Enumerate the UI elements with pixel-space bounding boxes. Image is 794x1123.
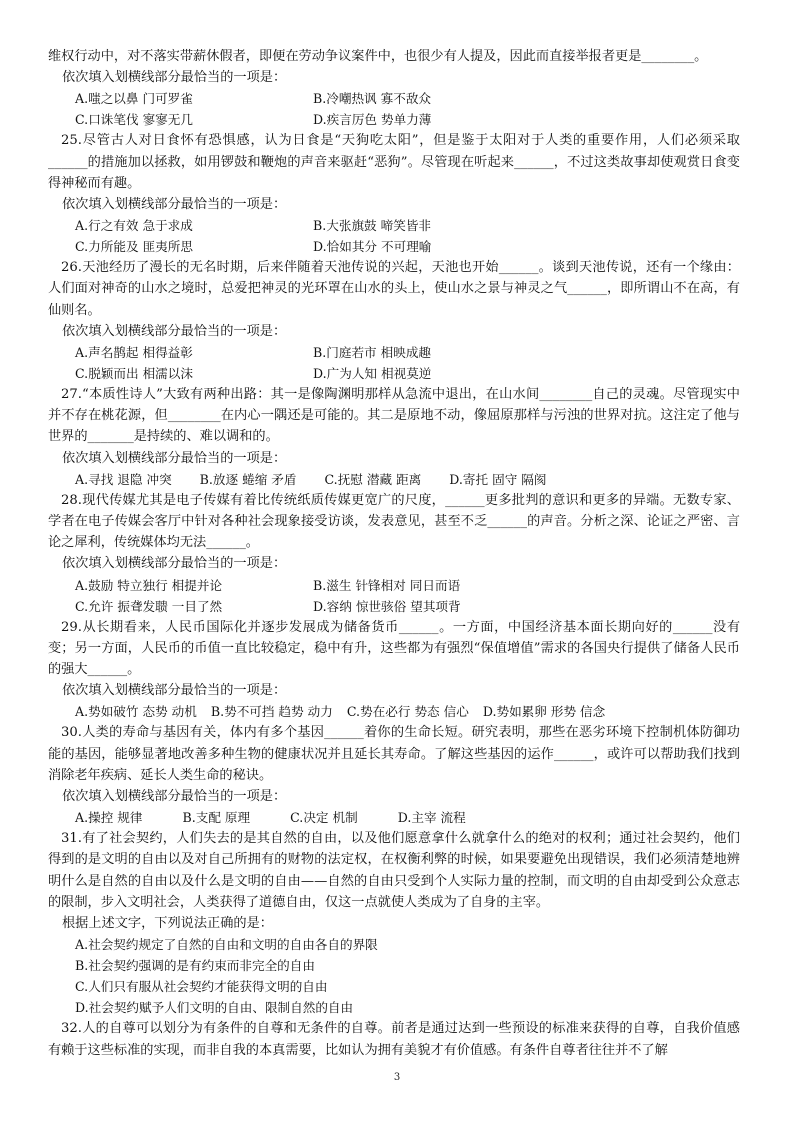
q29-stem: 29.从长期看来，人民币国际化并逐步发展成为储备货币______。一方面，中国经济基本面长期向好的______没有变；另一方面，人民币的币值一直比较稳定，稳中有升，这些都为有强烈“保值增值”需求的各国央行提供了储备人民币的强大______。 bbox=[48, 619, 740, 678]
option-a: A.势如破竹 态势 动机 bbox=[75, 704, 197, 720]
option-d: D.社会契约赋予人们文明的自由、限制自然的自由 bbox=[75, 1000, 354, 1016]
option-d: D.恰如其分 不可理喻 bbox=[313, 239, 432, 255]
q31-prompt: 根据上述文字，下列说法正确的是： bbox=[62, 916, 273, 932]
option-b: B.门庭若市 相映成趣 bbox=[313, 345, 432, 361]
page-number: 3 bbox=[393, 1072, 401, 1083]
option-d: D.疾言厉色 势单力薄 bbox=[313, 112, 432, 128]
option-b: B.大张旗鼓 啼笑皆非 bbox=[313, 218, 432, 234]
q32-stem: 32.人的自尊可以划分为有条件的自尊和无条件的自尊。前者是通过达到一些预设的标准来获得的自尊，自我价值感有赖于这些标准的实现，而非自我的本真需要，比如认为拥有美貌才有价值感。有条件自尊者往往并不了解 bbox=[48, 1021, 740, 1058]
option-b: B.滋生 针锋相对 同日而语 bbox=[313, 577, 461, 593]
option-a: A.操控 规律 bbox=[75, 810, 143, 826]
option-c: C.人们只有服从社会契约才能获得文明的自由 bbox=[75, 979, 328, 995]
q25-options bbox=[48, 215, 740, 257]
option-c: C.脱颖而出 相濡以沫 bbox=[75, 366, 193, 382]
q30-prompt: 依次填入划横线部分最恰当的一项是： bbox=[62, 789, 287, 805]
q25-stem: 25.尽管古人对日食怀有恐惧感，认为日食是“天狗吃太阳”，但是鉴于太阳对于人类的重要作用，人们必须采取______的措施加以拯救，如用锣鼓和鞭炮的声音来驱赶“恶狗”。尽管现在听起来______，不过这类故事却使观赏日食变得神秘而有趣。 bbox=[48, 133, 740, 191]
option-c: C.力所能及 匪夷所思 bbox=[75, 239, 193, 255]
q31-options bbox=[48, 934, 740, 1018]
q26-prompt: 依次填入划横线部分最恰当的一项是： bbox=[62, 323, 287, 339]
q30-options bbox=[48, 807, 740, 828]
q26-stem: 26.天池经历了漫长的无名时期，后来伴随着天池传说的兴起，天池也开始______。谈到天池传说，还有一个缘由：人们面对神奇的山水之境时，总爱把神灵的光环罩在山水的头上，使山水之景与神灵之气______，即所谓山不在高，有仙则名。 bbox=[48, 260, 740, 318]
option-c: C.允许 振聋发聩 一目了然 bbox=[75, 598, 223, 614]
option-d: D.主宰 流程 bbox=[397, 810, 466, 826]
q29-options bbox=[48, 701, 740, 722]
q24-options bbox=[48, 88, 740, 130]
q27-stem: 27.“本质性诗人”大致有两种出路：其一是像陶渊明那样从急流中退出，在山水间________自己的灵魂。尽管现实中并不存在桃花源，但________在内心一隅还是可能的。其二是原地不动，像屈原那样与污浊的世界对抗。这注定了他与世界的_______是持续的、难以调和的。 bbox=[48, 387, 740, 445]
option-d: D.势如累卵 形势 信念 bbox=[482, 704, 606, 720]
option-b: B.冷嘲热讽 寡不敌众 bbox=[313, 91, 432, 107]
option-b: B.支配 原理 bbox=[182, 810, 251, 826]
option-b: B.放逐 蜷缩 矛盾 bbox=[199, 471, 297, 487]
q28-stem: 28.现代传媒尤其是电子传媒有着比传统纸质传媒更宽广的尺度，______更多批判的意识和更多的异端。无数专家、学者在电子传媒会客厅中针对各种社会现象接受访谈，发表意见，甚至不乏______的声音。分析之深、论证之严密、言论之犀利，传统媒体均无法______。 bbox=[48, 492, 740, 551]
q28-options bbox=[48, 575, 740, 617]
option-a: A.嗤之以鼻 门可罗雀 bbox=[75, 91, 193, 107]
option-a: A.寻找 退隐 冲突 bbox=[75, 471, 172, 487]
q24-stem-tail: 维权行动中，对不落实带薪休假者，即便在劳动争议案件中，也很少有人提及，因此而直接举报者更是________。 bbox=[48, 49, 708, 64]
option-c: C.抚慰 潜藏 距离 bbox=[324, 471, 422, 487]
q31-stem: 31.有了社会契约，人们失去的是其自然的自由，以及他们愿意拿什么就拿什么的绝对的权利；通过社会契约，他们得到的是文明的自由以及对自己所拥有的财物的法定权，在权衡利弊的时候，如果要避免出现错误，我们必须清楚地辨明什么是自然的自由以及什么是文明的自由——自然的自由只受到个人实际力量的控制，而文明的自由却受到公众意志的限制，步入文明社会，人类获得了道德自由，仅这一点就使人类成为了自身的主宰。 bbox=[48, 831, 740, 910]
q27-prompt: 依次填入划横线部分最恰当的一项是： bbox=[62, 450, 287, 466]
option-a: A.行之有效 急于求成 bbox=[75, 218, 193, 234]
option-a: A.声名鹊起 相得益彰 bbox=[75, 345, 193, 361]
exam-page-content bbox=[48, 46, 740, 1061]
q26-options bbox=[48, 342, 740, 384]
option-d: D.寄托 固守 隔阂 bbox=[449, 471, 547, 487]
option-b: B.势不可挡 趋势 动力 bbox=[210, 704, 333, 720]
q30-stem: 30.人类的寿命与基因有关，体内有多个基因______着你的生命长短。研究表明，那些在恶劣环境下控制机体防御功能的基因，能够显著地改善多种生物的健康状况并且延长其寿命。了解这些基因的运作______，或许可以帮助我们找到消除老年疾病、延长人类生命的秘诀。 bbox=[48, 725, 740, 783]
option-b: B.社会契约强调的是有约束而非完全的自由 bbox=[75, 958, 315, 974]
option-c: C.口诛笔伐 寥寥无几 bbox=[75, 112, 193, 128]
option-c: C.决定 机制 bbox=[290, 810, 358, 826]
q25-prompt: 依次填入划横线部分最恰当的一项是： bbox=[62, 197, 287, 213]
q24-prompt: 依次填入划横线部分最恰当的一项是： bbox=[62, 70, 287, 86]
option-c: C.势在必行 势态 信心 bbox=[346, 704, 469, 720]
q29-prompt: 依次填入划横线部分最恰当的一项是： bbox=[62, 683, 287, 699]
option-d: D.广为人知 相视莫逆 bbox=[313, 366, 432, 382]
q28-prompt: 依次填入划横线部分最恰当的一项是： bbox=[62, 556, 287, 572]
option-d: D.容纳 惊世骇俗 望其项背 bbox=[313, 598, 461, 614]
option-a: A.鼓励 特立独行 相提并论 bbox=[75, 577, 223, 593]
q27-options bbox=[48, 469, 740, 490]
option-a: A.社会契约规定了自然的自由和文明的自由各自的界限 bbox=[75, 937, 378, 953]
